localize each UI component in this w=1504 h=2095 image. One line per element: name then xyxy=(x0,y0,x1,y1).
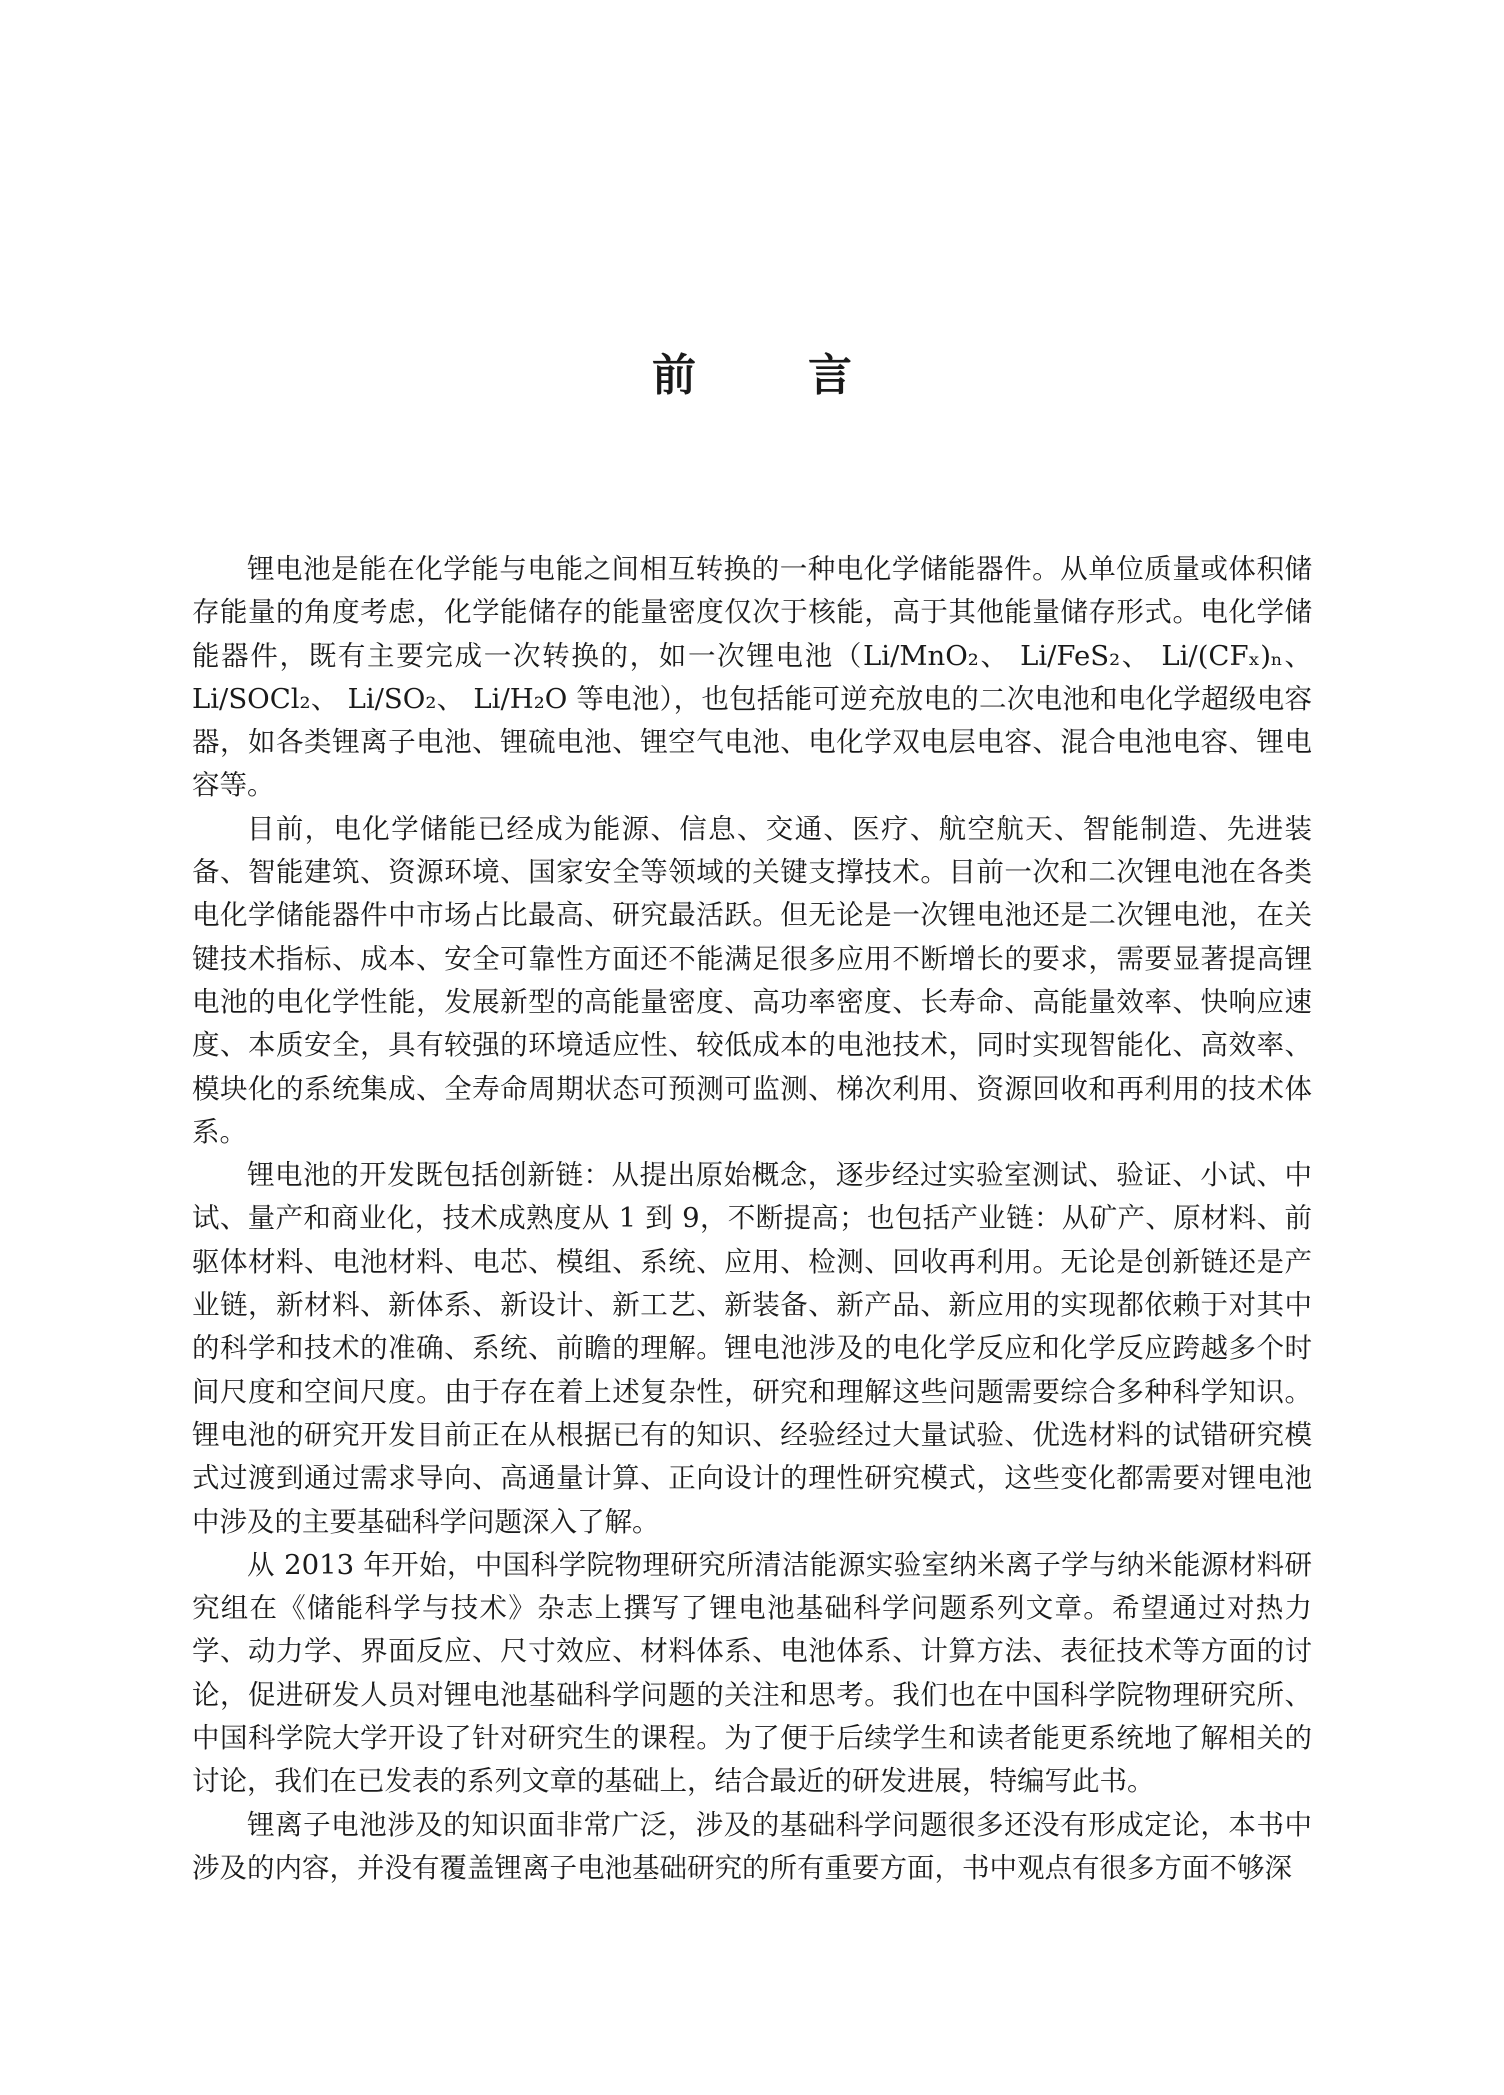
page-title: 前 言 xyxy=(652,350,886,401)
paragraph: 锂离子电池涉及的知识面非常广泛，涉及的基础科学问题很多还没有形成定论，本书中涉及的内容，并没有覆盖锂离子电池基础研究的所有重要方面，书中观点有很多方面不够深 xyxy=(192,1808,1312,1884)
paragraph: 目前，电化学储能已经成为能源、信息、交通、医疗、航空航天、智能制造、先进装备、智能建筑、资源环境、国家安全等领域的关键支撑技术。目前一次和二次锂电池在各类电化学储能器件中市场占比最高、研究最活跃。但无论是一次锂电池还是二次锂电池，在关键技术指标、成本、安全可靠性方面还不能满足很多应用不断增长的要求，需要显著提高锂电池的电化学性能，发展新型的高能量密度、高功率密度、长寿命、高能量效率、快响应速度、本质安全，具有较强的环境适应性、较低成本的电池技术，同时实现智能化、高效率、模块化的系统集成、全寿命周期状态可预测可监测、梯次利用、资源回收和再利用的技术体系。 xyxy=(192,812,1312,1148)
paragraph: 从 2013 年开始，中国科学院物理研究所清洁能源实验室纳米离子学与纳米能源材料研究组在《储能科学与技术》杂志上撰写了锂电池基础科学问题系列文章。希望通过对热力学、动力学、界面反应、尺寸效应、材料体系、电池体系、计算方法、表征技术等方面的讨论，促进研发人员对锂电池基础科学问题的关注和思考。我们也在中国科学院物理研究所、中国科学院大学开设了针对研究生的课程。为了便于后续学生和读者能更系统地了解相关的讨论，我们在已发表的系列文章的基础上，结合最近的研发进展，特编写此书。 xyxy=(192,1548,1312,1798)
paragraph: 锂电池的开发既包括创新链：从提出原始概念，逐步经过实验室测试、验证、小试、中试、量产和商业化，技术成熟度从 1 到 9，不断提高；也包括产业链：从矿产、原材料、前驱体材料、电池材料、电芯、模组、系统、应用、检测、回收再利用。无论是创新链还是产业链，新材料、新体系、新设计、新工艺、新装备、新产品、新应用的实现都依赖于对其中的科学和技术的准确、系统、前瞻的理解。锂电池涉及的电化学反应和化学反应跨越多个时间尺度和空间尺度。由于存在着上述复杂性，研究和理解这些问题需要综合多种科学知识。锂电池的研究开发目前正在从根据已有的知识、经验经过大量试验、优选材料的试错研究模式过渡到通过需求导向、高通量计算、正向设计的理性研究模式，这些变化都需要对锂电池中涉及的主要基础科学问题深入了解。 xyxy=(192,1159,1312,1538)
body-text xyxy=(192,548,1312,1890)
paragraph: 锂电池是能在化学能与电能之间相互转换的一种电化学储能器件。从单位质量或体积储存能量的角度考虑，化学能储存的能量密度仅次于核能，高于其他能量储存形式。电化学储能器件，既有主要完成一次转换的，如一次锂电池（Li/MnO₂、 Li/FeS₂、 Li/(CFₓ)ₙ、Li/SOCl₂、 Li/SO₂、 Li/H₂O 等电池），也包括能可逆充放电的二次电池和电化学超级电容器，如各类锂离子电池、锂硫电池、锂空气电池、电化学双电层电容、混合电池电容、锂电容等。 xyxy=(192,553,1312,802)
